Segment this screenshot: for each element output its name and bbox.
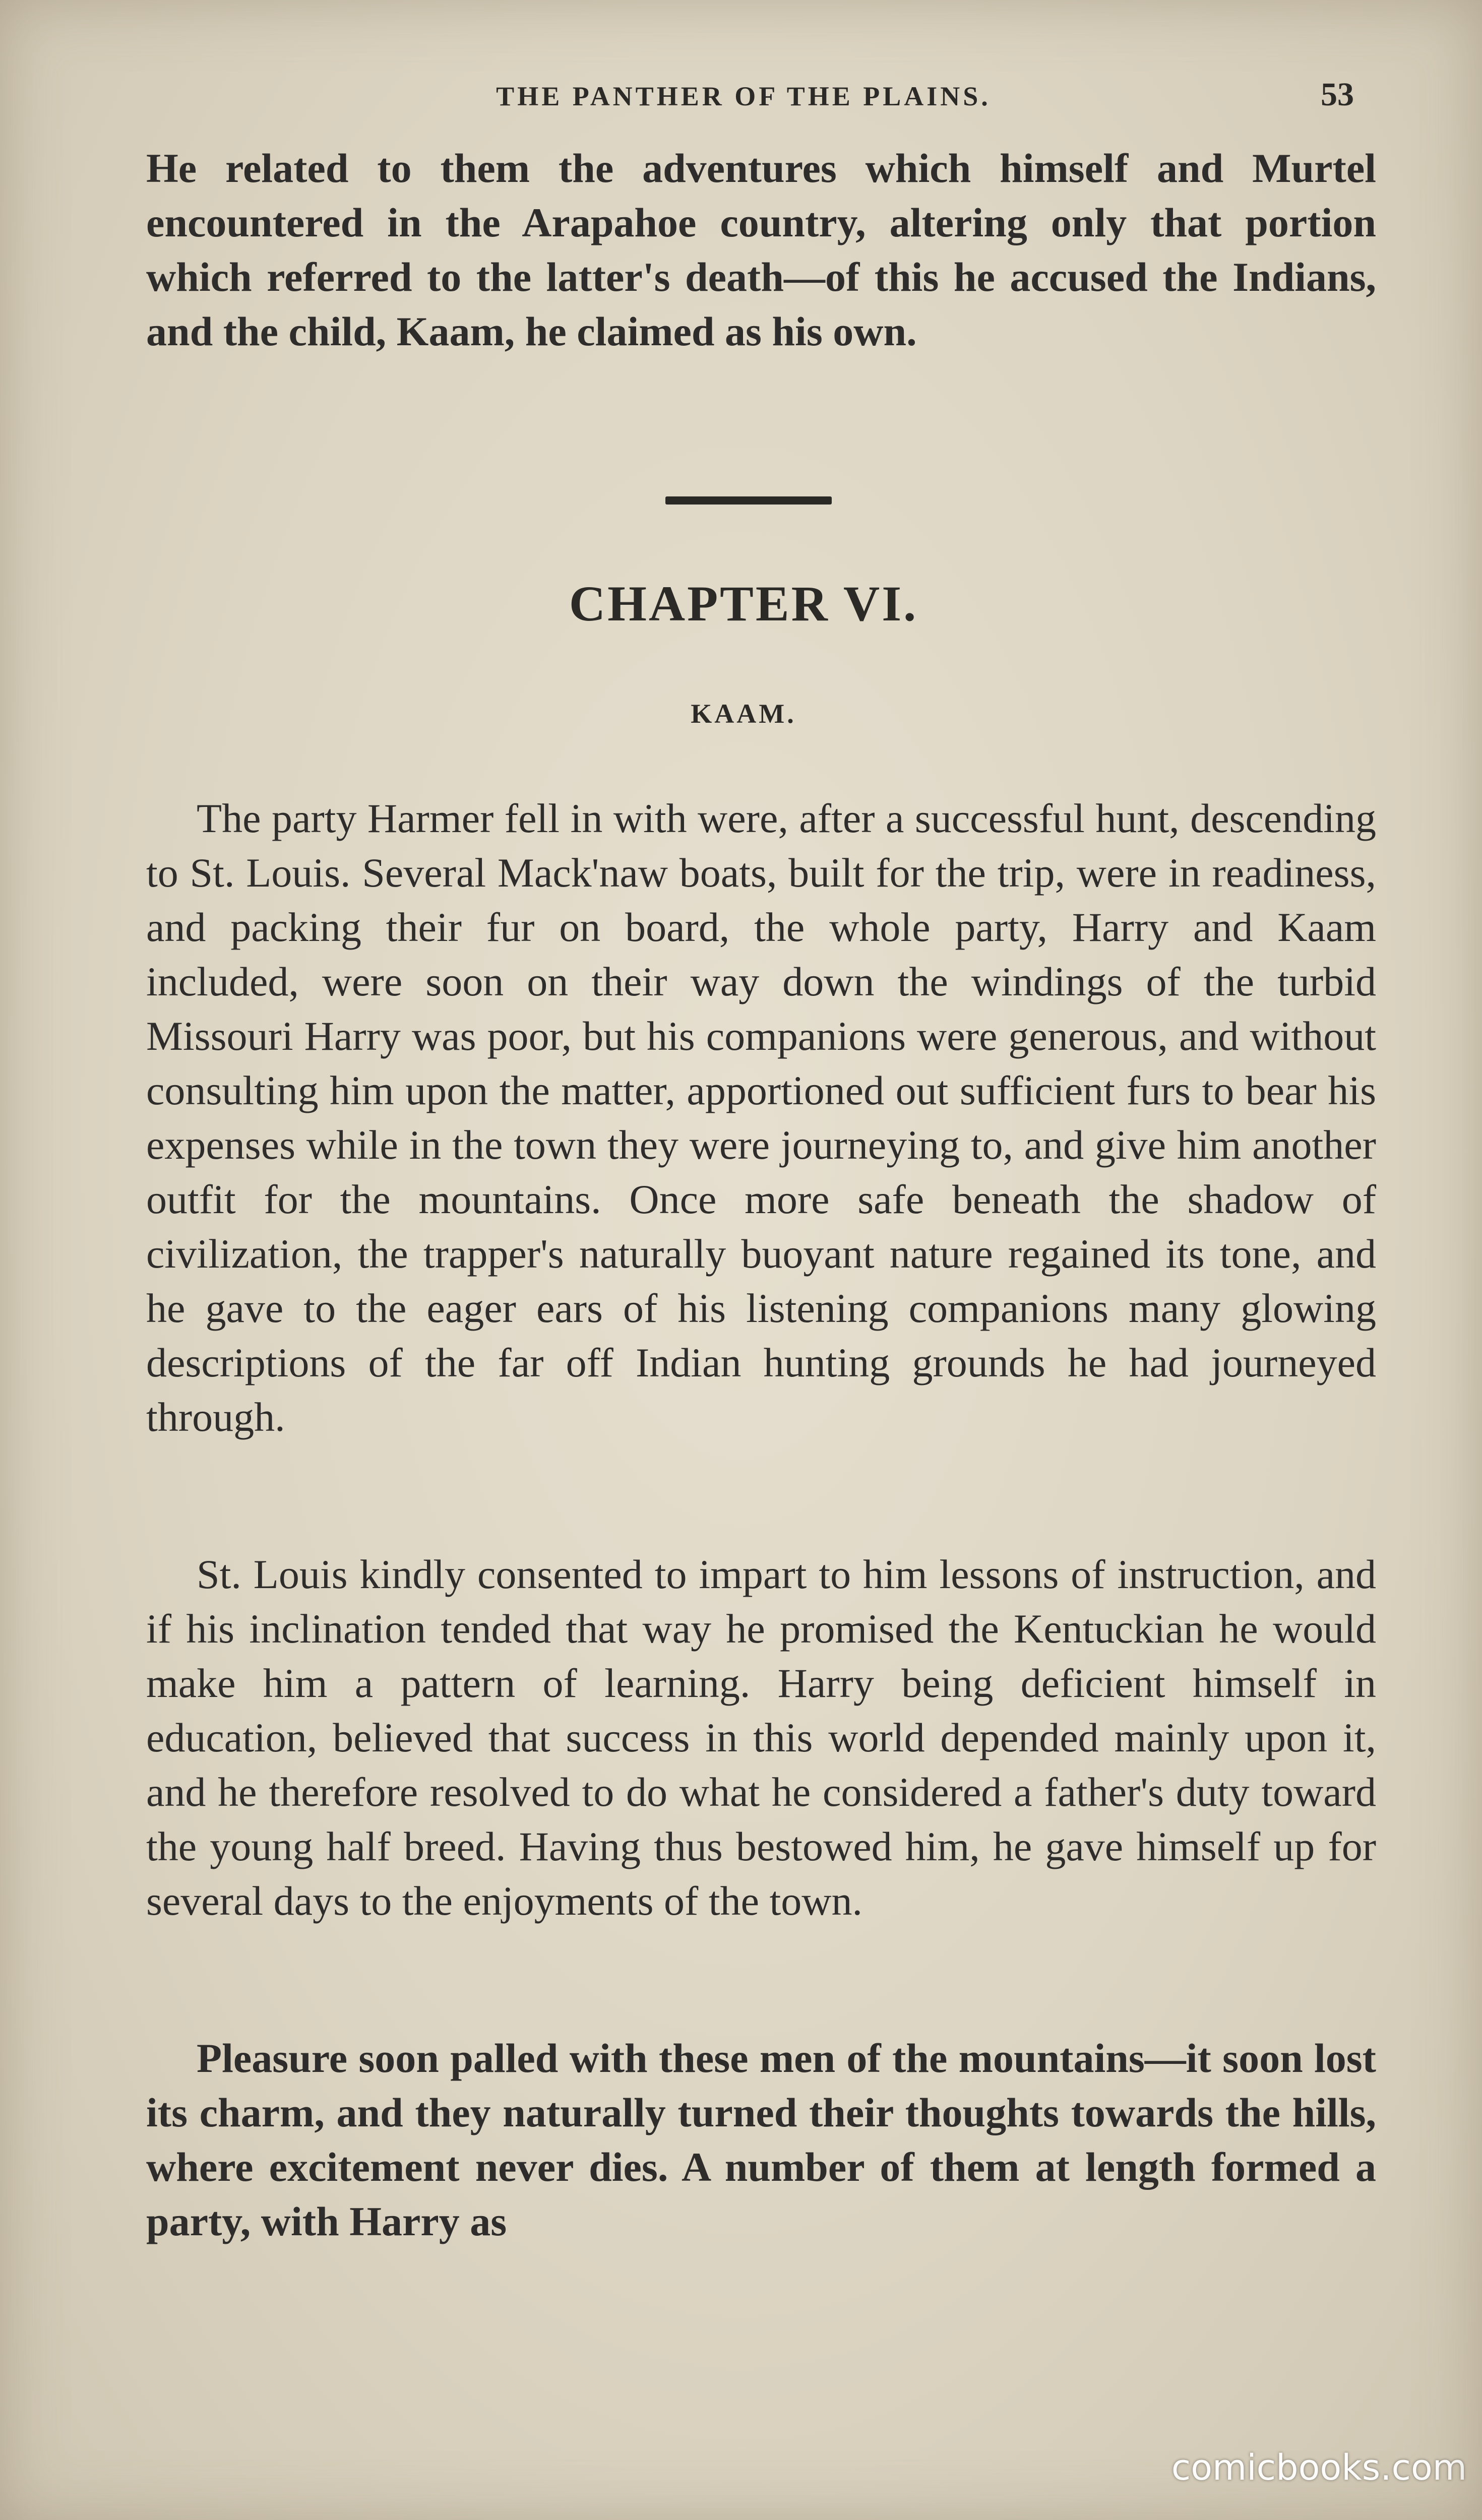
section-divider [665, 496, 832, 505]
page-number: 53 [1321, 76, 1354, 113]
paragraph: He related to them the adventures which himself and Murtel encountered in the Arapahoe country, altering only that portion which referred to the latter's death—of this he accused the Indians, and the child, Kaam, he claimed as his own. [146, 145, 1376, 354]
chapter-title: CHAPTER VI. [569, 576, 918, 632]
paragraph: Pleasure soon palled with these men of the mountains—it soon lost its charm, and they naturally turned their thoughts towards the hills, where excitement never dies. A number of them at length formed a party, with Harry as [146, 2035, 1376, 2244]
watermark: comicbooks.com [1171, 2447, 1467, 2488]
running-title: THE PANTHER OF THE PLAINS. [496, 81, 991, 111]
chapter-subtitle: KAAM. [691, 699, 796, 729]
paragraph: The party Harmer fell in with were, after a successful hunt, descending to St. Louis. Several Mack'naw boats, built for the trip, were in readiness, and packing their fur on board, the whole party, Harry and Kaam included, were soon on their way down the windings of the turbid Missouri Harry was poor, but his companions were generous, and without consulting him upon the matter, apportioned out sufficient furs to bear his expenses while in the town they were journeying to, and give him another outfit for the mountains. Once more safe beneath the shadow of civilization, the trapper's naturally buoyant nature regained its tone, and he gave to the eager ears of his listening companions many glowing descriptions of the far off Indian hunting grounds he had journeyed through. [146, 795, 1376, 1440]
paragraph: St. Louis kindly consented to impart to him lessons of instruction, and if his inclination tended that way he promised the Kentuckian he would make him a pattern of learning. Harry being deficient himself in education, believed that success in this world depended mainly upon it, and he therefore resolved to do what he considered a father's duty toward the young half breed. Having thus bestowed him, he gave himself up for several days to the enjoyments of the town. [146, 1551, 1376, 1924]
